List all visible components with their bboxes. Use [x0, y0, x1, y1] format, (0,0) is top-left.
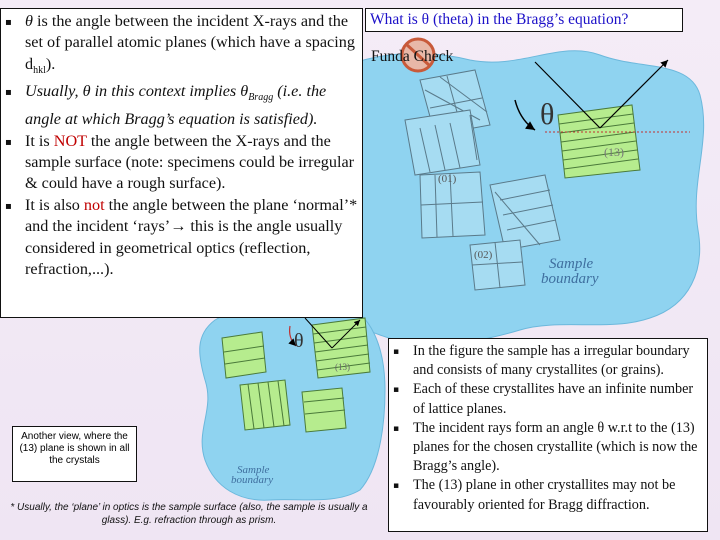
bullet-icon: ▪: [393, 423, 400, 434]
plane-label-01: (01): [438, 173, 457, 185]
sample-boundary-label-small-1: Sample: [237, 464, 270, 476]
crystallite-selected-13: [558, 105, 640, 178]
right-bullet-4: ▪ The (13) plane in other crystallites may not be favourably oriented for Bragg diffraction.: [393, 477, 676, 513]
crystallite-bottom: [470, 240, 525, 290]
right-bullet-box: [388, 338, 708, 532]
left-bullet-4: ▪ It is also not the angle between the plane ‘normal’* and the incident ‘rays’→ this is the angle usually considered in geometrical optics (reflection, refraction,...).: [5, 195, 358, 278]
plane-label-02: (02): [474, 249, 493, 261]
bullet-icon: ▪: [393, 385, 400, 396]
footnote: * Usually, the ‘plane’ in optics is the sample surface (also, the sample is usually a glass). E.g. refraction through as prism.: [10, 502, 368, 526]
bullet-icon: ▪: [5, 87, 12, 99]
bullet-icon: ▪: [393, 347, 400, 357]
left-bullet-box: [0, 8, 363, 318]
bullet-icon: ▪: [5, 17, 12, 28]
question-title: What is θ (theta) in the Bragg’s equation?: [365, 8, 683, 32]
crystallite-small-1: [222, 332, 266, 378]
right-bullet-1: ▪ In the figure the sample has a irregular boundary and consists of many crystallites (or grains).: [393, 343, 690, 379]
sample-boundary-label-large-1: Sample: [549, 256, 594, 272]
left-bullet-2: ▪ Usually, θ in this context implies $\theta_{Bragg}$ (i.e. the angle at which Bragg’s equation is satisfied).: [5, 82, 327, 129]
plane-label-13-large: (13): [604, 145, 624, 159]
bullet-icon: ▪: [5, 200, 12, 212]
left-bullet-3: ▪ It is NOT the angle between the X-rays and the sample surface (note: specimens could be irregular & could have a rough surface).: [5, 131, 355, 193]
right-bullet-3: ▪ The incident rays form an angle θ w.r.t to the (13) planes for the chosen crystallite (which is now the Bragg’s angle).: [393, 419, 698, 475]
arrow-right-icon: →: [170, 217, 187, 236]
funda-check-label: Funda Check: [371, 48, 454, 65]
plane-label-13-small: (13): [335, 362, 350, 372]
left-bullet-1: ▪ θ is the angle between the incident X-rays and the set of parallel atomic planes (which have a spacing $d_{hkl}$).: [5, 12, 355, 77]
sample-boundary-label-small-2: boundary: [231, 474, 274, 486]
crystallite-small-2: [240, 380, 290, 430]
sample-boundary-label-large-2: boundary: [541, 271, 599, 287]
theta-label-small: θ: [294, 330, 304, 352]
another-view-caption: Another view, where the (13) plane is shown in all the crystals: [12, 426, 137, 482]
bullet-icon: ▪: [5, 136, 12, 148]
right-bullet-2: ▪ Each of these crystallites have an infinite number of lattice planes.: [393, 381, 694, 417]
bullet-icon: ▪: [393, 481, 400, 492]
theta-label-large: θ: [540, 98, 555, 131]
crystallite-small-3: [302, 388, 346, 432]
crystallite-hatched-1: [405, 110, 480, 175]
